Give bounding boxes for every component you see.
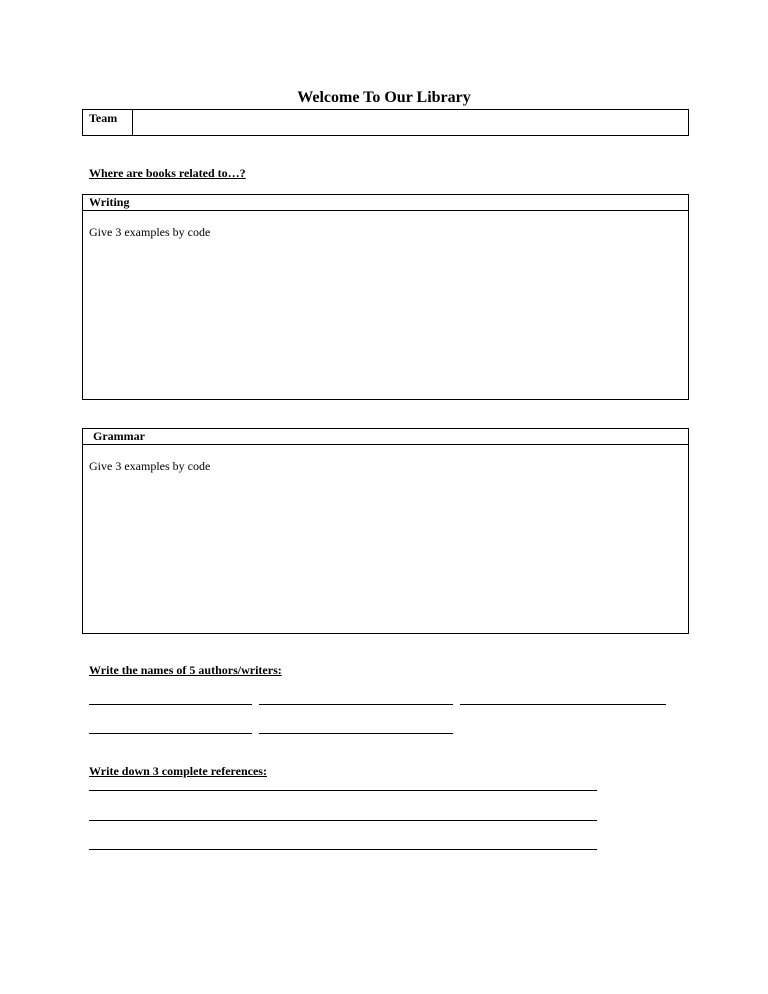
grammar-answer-area[interactable] xyxy=(83,445,688,474)
author-line-5[interactable] xyxy=(259,733,453,734)
team-table xyxy=(82,109,689,136)
writing-answer-area[interactable] xyxy=(83,211,688,240)
page-title: Welcome To Our Library xyxy=(297,89,471,106)
team-label: Team xyxy=(83,110,133,135)
writing-prompt: Give 3 examples by code xyxy=(89,225,211,239)
author-line-2[interactable] xyxy=(259,704,453,705)
author-line-4[interactable] xyxy=(89,733,252,734)
reference-line-2[interactable] xyxy=(89,820,597,821)
related-heading: Where are books related to…? xyxy=(89,166,246,180)
author-line-1[interactable] xyxy=(89,704,252,705)
grammar-section-header: Grammar xyxy=(83,429,688,445)
writing-section xyxy=(82,194,689,400)
team-input-cell[interactable] xyxy=(134,110,688,135)
writing-section-header: Writing xyxy=(83,195,688,211)
authors-heading: Write the names of 5 authors/writers: xyxy=(89,663,282,677)
author-line-3[interactable] xyxy=(460,704,666,705)
reference-line-1[interactable] xyxy=(89,790,597,791)
grammar-section xyxy=(82,428,689,634)
reference-line-3[interactable] xyxy=(89,849,597,850)
grammar-prompt: Give 3 examples by code xyxy=(89,459,211,473)
references-heading: Write down 3 complete references: xyxy=(89,764,267,778)
